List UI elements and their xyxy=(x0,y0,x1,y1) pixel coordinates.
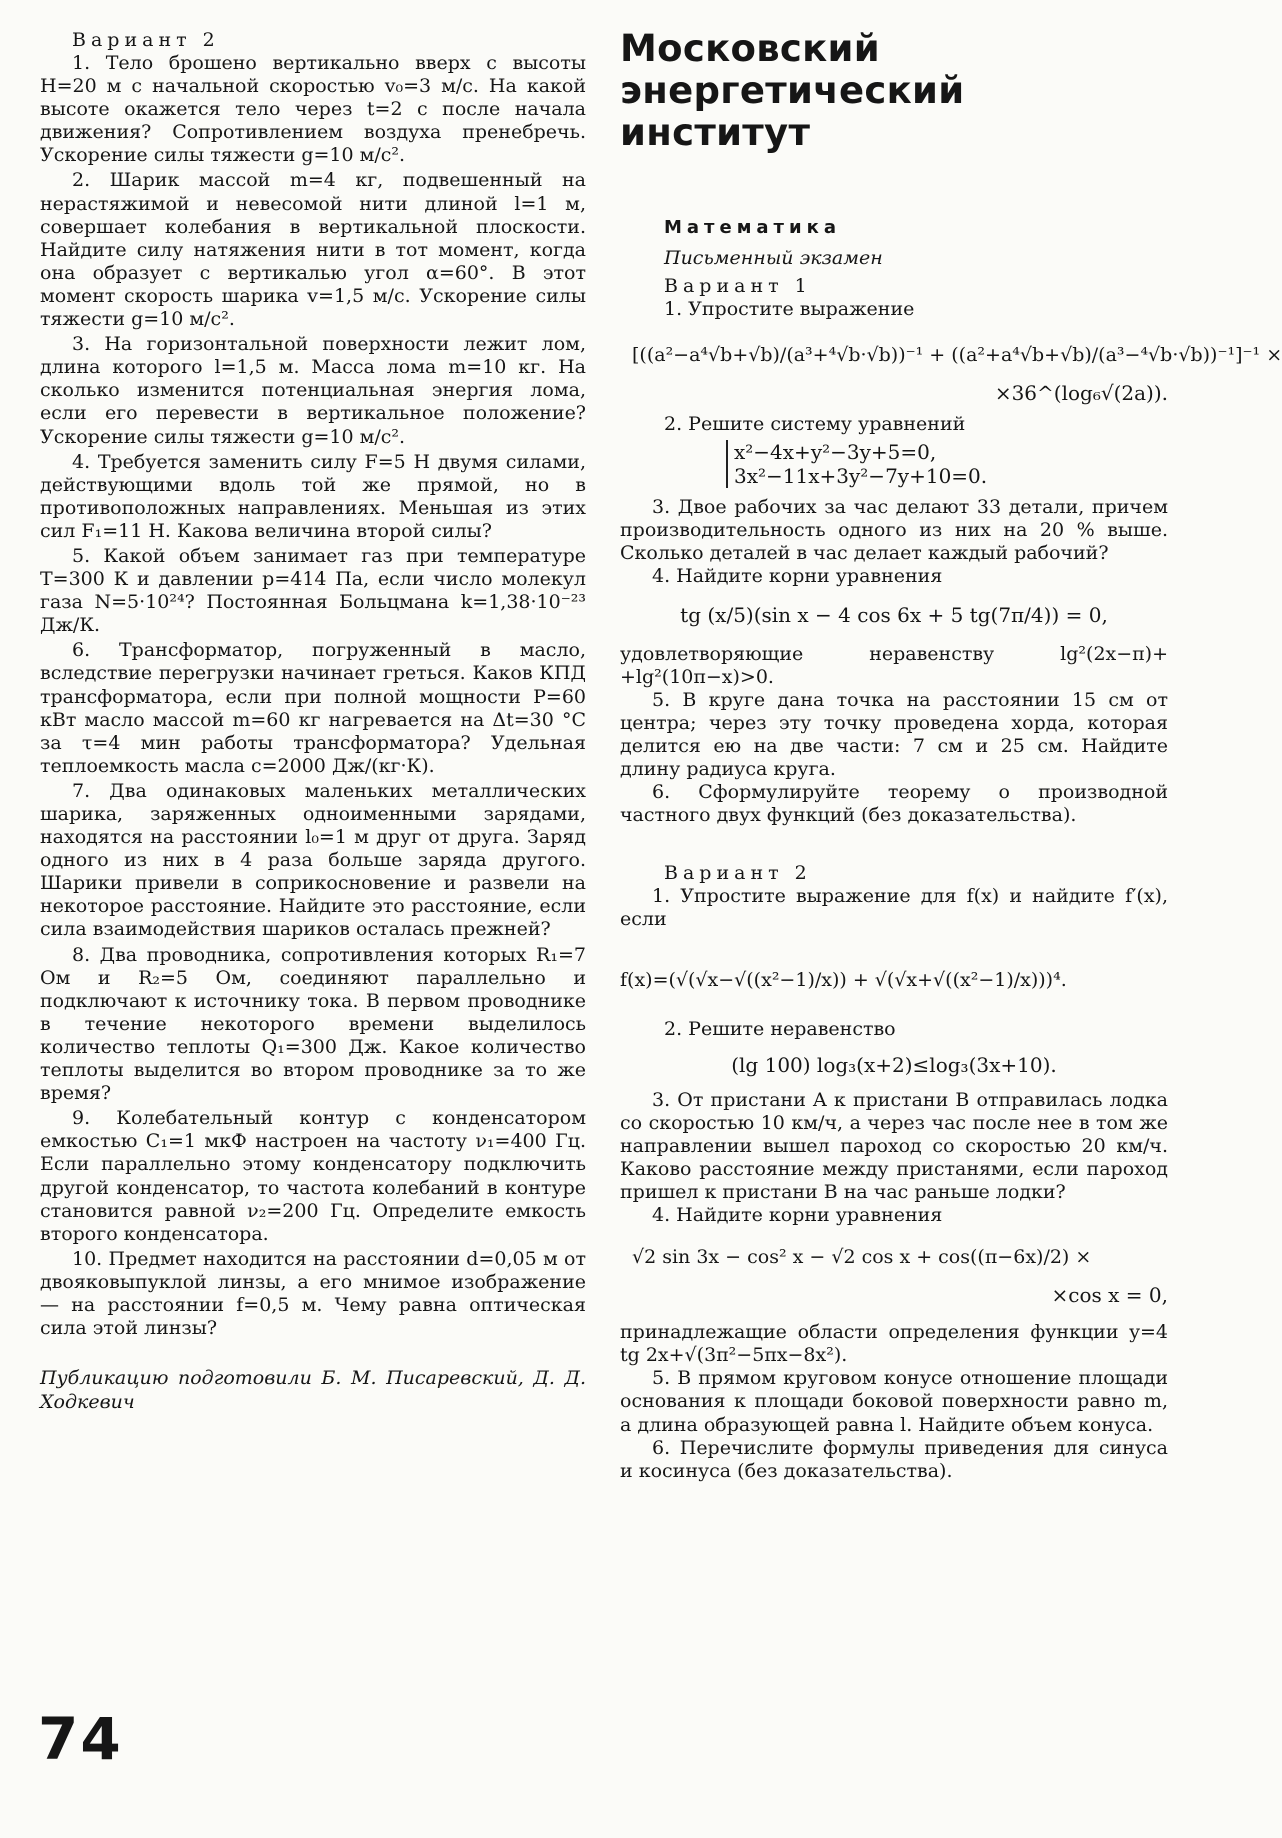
v2-problem-2-formula: (lg 100) log₃(x+2)≤log₃(3x+10). xyxy=(731,1052,1057,1077)
v2-problem-4-formula-cont: ×cos x = 0, xyxy=(1051,1283,1168,1308)
v1-problem-1-text: 1. Упростите выражение xyxy=(664,298,915,320)
v1-equation-system xyxy=(726,440,1168,488)
v2-problem-1-text: 1. Упростите выражение для f(x) и найдите f′(x), если xyxy=(620,885,1168,931)
left-column xyxy=(40,28,586,1414)
v2-problem-5: 5. В прямом круговом конусе отношение площади основания к площади боковой поверхности равно m, а длина образующей равна l. Найдите объем конуса. xyxy=(620,1367,1168,1436)
v1-problem-4-formula: tg (x/5)(sin x − 4 cos 6x + 5 tg(7π/4)) = 0, xyxy=(680,602,1108,627)
physics-problem-6: 6. Трансформатор, погруженный в масло, вследствие перегрузки начинает греться. Каков КПД трансформатора, если при полной мощности P=60 кВт масло массой m=60 кг нагревается на Δt=30 °С за τ=4 мин работы трансформатора? Удельная теплоемкость масла c=2000 Дж/(кг·К). xyxy=(40,639,586,777)
publication-credits: Публикацию подготовили Б. М. Писаревский, Д. Д. Ходкевич xyxy=(40,1367,586,1414)
physics-problem-10: 10. Предмет находится на расстоянии d=0,05 м от двояковыпуклой линзы, а его мнимое изображение — на расстоянии f=0,5 м. Чему равна оптическая сила этой линзы? xyxy=(40,1247,586,1340)
v1-problem-1-formula-cont: ×36^(log₆√(2a)). xyxy=(994,381,1168,406)
v1-problem-1-formula: [((a²−a⁴√b+√b)/(a³+⁴√b·√b))⁻¹ + ((a²+a⁴√b+√b)/(a³−⁴√b·√b))⁻¹]⁻¹ × xyxy=(632,344,1282,367)
v1-problem-6: 6. Сформулируйте теорему о производной частного двух функций (без доказательства). xyxy=(620,781,1168,827)
subject-heading: Математика xyxy=(664,217,841,238)
v2-problem-4-formula: √2 sin 3x − cos² x − √2 cos x + cos((π−6x)/2) × xyxy=(632,1246,1092,1269)
physics-problem-2: 2. Шарик массой m=4 кг, подвешенный на нерастяжимой и невесомой нити длиной l=1 м, совершает колебания в вертикальной плоскости. Найдите силу натяжения нити в тот момент, когда она образует с вертикалью угол α=60°. В этот момент скорость шарика v=1,5 м/с. Ускорение силы тяжести g=10 м/с². xyxy=(40,169,586,331)
v2-problem-3: 3. От пристани A к пристани B отправилась лодка со скоростью 10 км/ч, а через час после нее в том же направлении вышел пароход со скоростью 20 км/ч. Каково расстояние между пристанями, если пароход пришел к пристани B на час раньше лодки? xyxy=(620,1088,1168,1203)
v2-problem-4-text: 4. Найдите корни уравнения xyxy=(652,1204,943,1227)
v2-problem-1-formula: f(x)=(√(√x−√((x²−1)/x)) + √(√x+√((x²−1)/x)))⁴. xyxy=(620,968,1067,991)
variant1-heading: Вариант 1 xyxy=(664,275,812,297)
v1-system-eq1: x²−4x+y²−3y+5=0, xyxy=(734,440,937,465)
v1-system-eq2: 3x²−11x+3y²−7y+10=0. xyxy=(734,464,988,489)
physics-problem-9: 9. Колебательный контур с конденсатором емкостью C₁=1 мкФ настроен на частоту ν₁=400 Гц. Если параллельно этому конденсатору подключить другой конденсатор, то частота колебаний в контуре становится равной ν₂=200 Гц. Определите емкость второго конденсатора. xyxy=(40,1107,586,1245)
right-column xyxy=(620,27,1282,1483)
v2-problem-6: 6. Перечислите формулы приведения для синуса и косинуса (без доказательства). xyxy=(620,1436,1168,1482)
physics-problem-3: 3. На горизонтальной поверхности лежит лом, длина которого l=1,5 м. Масса лома m=10 кг. На сколько изменится потенциальная энергия лома, если его перевести в вертикальное положение? Ускорение силы тяжести g=10 м/с². xyxy=(40,333,586,448)
variant-heading: Вариант 2 xyxy=(72,29,220,51)
variant2-heading: Вариант 2 xyxy=(664,862,812,885)
v1-problem-5: 5. В круге дана точка на расстоянии 15 см от центра; через эту точку проведена хорда, которая делится ею на две части: 7 см и 25 см. Найдите длину радиуса круга. xyxy=(620,688,1168,781)
v2-problem-2-text: 2. Решите неравенство xyxy=(664,1017,896,1040)
v1-problem-2-text: 2. Решите систему уравнений xyxy=(664,413,966,436)
physics-problem-1: 1. Тело брошено вертикально вверх с высоты H=20 м с начальной скоростью v₀=3 м/с. На какой высоте окажется тело через t=2 с после начала движения? Сопротивлением воздуха пренебречь. Ускорение силы тяжести g=10 м/с². xyxy=(40,52,586,167)
physics-problem-7: 7. Два одинаковых маленьких металлических шарика, заряженных одноименными зарядами, находятся на расстоянии l₀=1 м друг от друга. Заряд одного из них в 4 раза больше заряда другого. Шарики привели в соприкосновение и развели на некоторое расстояние. Найдите это расстояние, если сила взаимодействия шариков осталась прежней? xyxy=(40,779,586,941)
v1-problem-4-text: 4. Найдите корни уравнения xyxy=(652,565,943,588)
page-number: 74 xyxy=(38,1705,123,1773)
v1-problem-3: 3. Двое рабочих за час делают 33 детали, причем производительность одного из них на 20 % выше. Сколько деталей в час делает каждый рабочий? xyxy=(620,496,1168,565)
physics-problem-8: 8. Два проводника, сопротивления которых R₁=7 Ом и R₂=5 Ом, соединяют параллельно и подключают к источнику тока. В первом проводнике в течение некоторого времени выделилось количество теплоты Q₁=300 Дж. Какое количество теплоты выделится во втором проводнике за то же время? xyxy=(40,943,586,1105)
v2-problem-4-condition: принадлежащие области определения функции y=4 tg 2x+√(3π²−5πx−8x²). xyxy=(620,1321,1168,1367)
v1-problem-4-condition: удовлетворяющие неравенству lg²(2x−π)+ +lg²(10π−x)>0. xyxy=(620,642,1168,688)
physics-problem-5: 5. Какой объем занимает газ при температуре T=300 К и давлении p=414 Па, если число молекул газа N=5·10²⁴? Постоянная Больцмана k=1,38·10⁻²³ Дж/К. xyxy=(40,544,586,637)
institute-title: Московский энергетический институт xyxy=(620,27,965,154)
physics-problem-4: 4. Требуется заменить силу F=5 Н двумя силами, действующими вдоль той же прямой, но в противоположных направлениях. Меньшая из этих сил F₁=11 Н. Какова величина второй силы? xyxy=(40,450,586,542)
exam-type: Письменный экзамен xyxy=(664,247,883,269)
